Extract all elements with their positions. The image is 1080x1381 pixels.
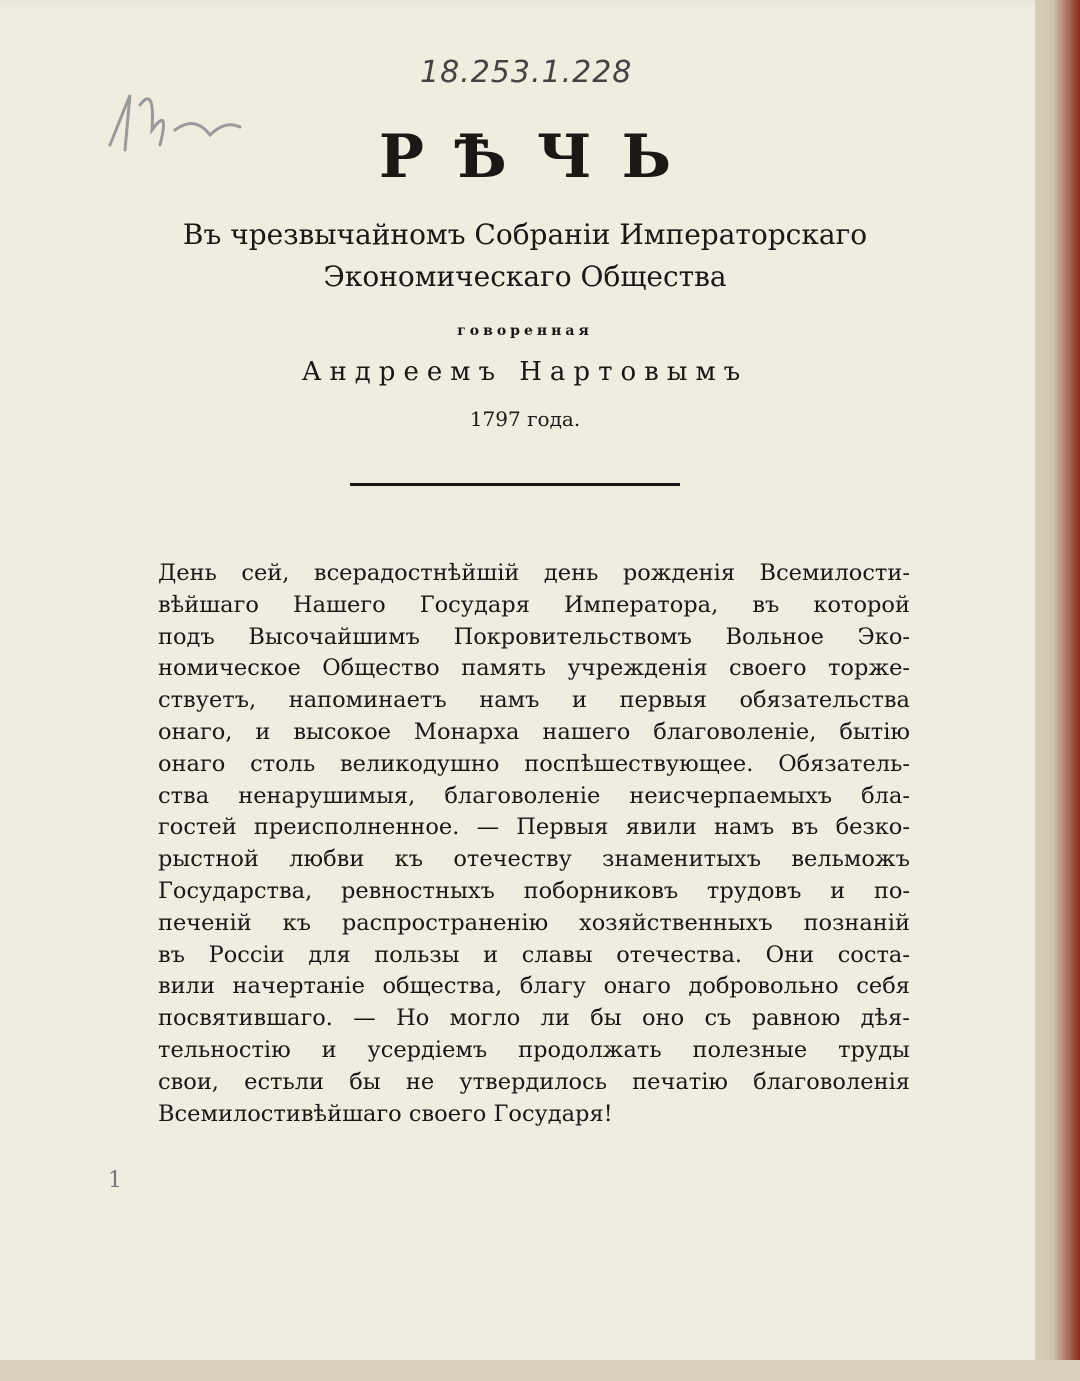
body-line: онаго, и высокое Монарха нашего благоволеніе, бытію — [158, 718, 910, 745]
body-line: ствуетъ, напоминаетъ намъ и первыя обязательства — [158, 687, 910, 714]
body-line: гостей преисполненное. — Первыя явили намъ въ безко- — [158, 814, 910, 841]
body-line: подъ Высочайшимъ Покровительствомъ Вольное Эко- — [158, 623, 910, 650]
body-line: свои, естьли бы не утвердилось печатію благоволенія — [158, 1068, 910, 1095]
body-line: Государства, ревностныхъ поборниковъ трудовъ и по- — [158, 877, 910, 904]
page-bottom-edge — [0, 1360, 1080, 1381]
document-title: РѢЧЬ — [378, 122, 702, 192]
subtitle-line-2: Экономическаго Общества — [323, 260, 727, 293]
divider-rule — [350, 483, 680, 486]
subtitle-line-1: Въ чрезвычайномъ Собраніи Императорскаго — [182, 218, 868, 251]
year: 1797 года. — [469, 407, 581, 431]
body-line: тельностію и усердіемъ продолжать полезные труды — [158, 1036, 910, 1063]
shelfmark: 18.253.1.228 — [420, 55, 633, 90]
body-line: посвятившаго. — Но могло ли бы оно съ равною дѣя- — [158, 1005, 910, 1032]
body-line: Всемилостивѣйшаго своего Государя! — [158, 1100, 613, 1127]
body-line: печеній къ распространенію хозяйственныхъ познаній — [158, 909, 910, 936]
body-line: День сей, всерадостнѣйшій день рожденія Всемилости- — [158, 560, 910, 586]
body-text — [158, 558, 910, 1130]
body-line: вили начертаніе общества, благу онаго добровольно себя — [158, 973, 910, 1000]
body-line: ства ненарушимыя, благоволеніе неисчерпаемыхъ бла- — [158, 782, 910, 809]
author-name: Андреемъ Нартовымъ — [301, 357, 749, 387]
spoken-label: говоренная — [457, 323, 593, 339]
body-line: рыстной любви къ отечеству знаменитыхъ вельможъ — [158, 846, 910, 873]
body-line: вѣйшаго Нашего Государя Императора, въ которой — [158, 591, 910, 618]
body-line: номическое Общество память учрежденія своего торже- — [158, 655, 910, 682]
page-edge — [1035, 0, 1080, 1381]
body-line: онаго столь великодушно поспѣшествующее. Обязатель- — [158, 750, 910, 777]
body-line: въ Россіи для пользы и славы отечества. Они соста- — [158, 941, 910, 968]
page-mark: 1 — [108, 1168, 122, 1193]
